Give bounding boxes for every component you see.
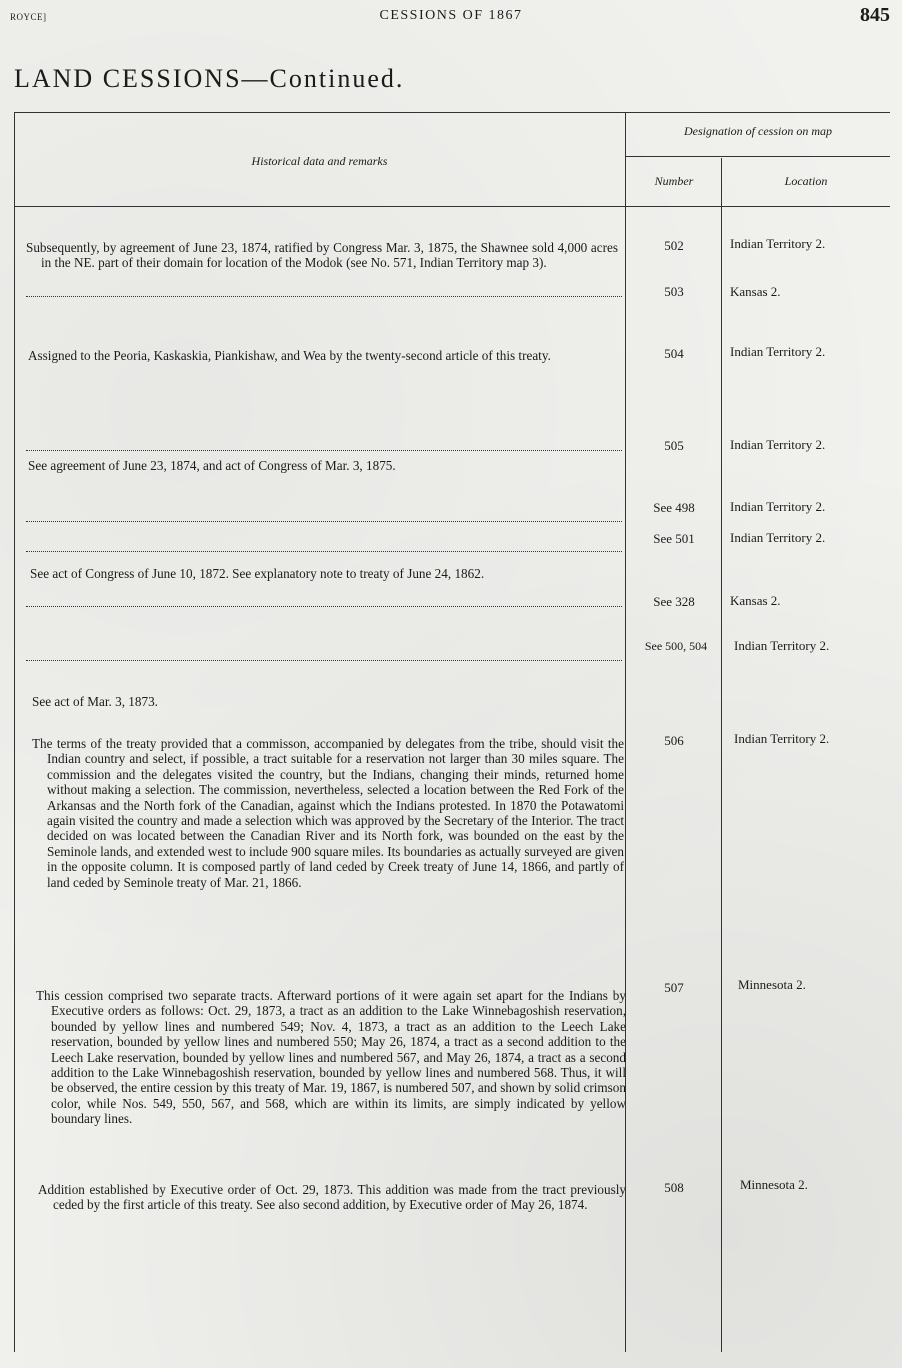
cession-number: 505 [664, 438, 684, 453]
header-designation: Designation of cession on map [684, 124, 832, 138]
remark-addition-1873: Addition established by Executive order of Oct. 29, 1873. This addition was made from the tract previously ceded by the first article of this treaty. See also second addition, by Executive order of May 26, 1874. [38, 1182, 626, 1213]
remark-act-1873: See act of Mar. 3, 1873. [32, 694, 158, 709]
running-head [0, 6, 902, 28]
remark-act-1872: See act of Congress of June 10, 1872. See explanatory note to treaty of June 24, 1862. [30, 566, 485, 581]
designation-header-rule [626, 156, 890, 157]
cession-number: 508 [664, 1180, 684, 1195]
cession-number: 502 [664, 238, 684, 253]
row-separator [26, 296, 622, 297]
cession-location: Minnesota 2. [740, 1177, 808, 1192]
header-number: Number [654, 174, 694, 188]
cession-number: 504 [664, 346, 684, 361]
row-separator [26, 606, 622, 607]
cession-location: Kansas 2. [730, 284, 781, 299]
cession-number: See 501 [653, 531, 695, 546]
cession-number: See 498 [653, 500, 695, 515]
cession-number: See 328 [653, 594, 695, 609]
cession-location: Indian Territory 2. [730, 437, 826, 452]
cession-number: 507 [664, 980, 684, 995]
cession-location: Indian Territory 2. [730, 530, 826, 545]
page-title: LAND CESSIONS—Continued. [14, 64, 405, 93]
remark-agreement-1874: See agreement of June 23, 1874, and act of Congress of Mar. 3, 1875. [28, 458, 396, 473]
header-bottom-rule [14, 206, 890, 207]
cession-location: Minnesota 2. [738, 977, 806, 992]
cession-number: 503 [664, 284, 684, 299]
header-location: Location [784, 174, 828, 188]
running-head-title: CESSIONS OF 1867 [379, 8, 523, 23]
cession-location: Indian Territory 2. [730, 236, 826, 251]
cession-location: Indian Territory 2. [730, 344, 826, 359]
cession-location: Indian Territory 2. [734, 638, 830, 653]
running-head-author: ROYCE] [10, 12, 47, 22]
remark-peoria-assignment: Assigned to the Peoria, Kaskaskia, Piankishaw, and Wea by the twenty-second article of this treaty. [28, 348, 551, 363]
remark-shawnee-modok: Subsequently, by agreement of June 23, 1874, ratified by Congress Mar. 3, 1875, the Shawnee sold 4,000 acres in the NE. part of their domain for location of the Modok (see No. 571, Indian Territory map 3). [26, 240, 618, 271]
number-column-divider [721, 158, 722, 1352]
remark-potawatomi-reservation: The terms of the treaty provided that a commisson, accompanied by delegates from the tribe, should visit the Indian country and select, if possible, a tract suitable for a reservation not larger than 30 miles square. The commission and the delegates visited the country, but the Indians, changing their minds, returned home without making a selection. The commission, nevertheless, selected a location between the Red Fork of the Arkansas and the North fork of the Canadian, against which the Indians protested. In 1870 the Potawatomi again visited the country and made a selection which was approved by the Secretary of the Interior. The tract decided on was located between the Canadian River and its North fork, was bounded on the east by the Seminole lands, and extended west to include 900 square miles. Its boundaries as actually surveyed are given in the opposite column. It is composed partly of land ceded by Creek treaty of June 14, 1866, and partly of land ceded by Seminole treaty of Mar. 21, 1866. [32, 736, 624, 890]
cession-location: Indian Territory 2. [734, 731, 830, 746]
row-separator [26, 521, 622, 522]
cession-number: See 500, 504 [644, 639, 708, 653]
row-separator [26, 450, 622, 451]
page-number: 845 [860, 4, 890, 26]
cession-location: Indian Territory 2. [730, 499, 826, 514]
row-separator [26, 551, 622, 552]
row-separator [26, 660, 622, 661]
header-remarks: Historical data and remarks [251, 154, 388, 168]
remark-two-tracts: This cession comprised two separate tracts. Afterward portions of it were again set apart for the Indians by Executive orders as follows: Oct. 29, 1873, a tract as an addition to the Lake Winnebagoshish reservation, bounded by yellow lines and numbered 549; Nov. 4, 1873, a tract as an addition to the Leech Lake reservation, bounded by yellow lines and numbered 550; May 26, 1874, a tract as a second addition to the Leech Lake reservation, bounded by yellow lines and numbered 567, and May 26, 1874, a tract as a second addition to the Lake Winnebagoshish reservation, bounded by yellow lines and numbered 568. Thus, it will be observed, the entire cession by this treaty of Mar. 19, 1867, is numbered 507, and shown by solid crimson color, while Nos. 549, 550, 567, and 568, which are within its limits, are simply indicated by yellow boundary lines. [36, 988, 626, 1127]
cession-location: Kansas 2. [730, 593, 781, 608]
cession-number: 506 [664, 733, 684, 748]
